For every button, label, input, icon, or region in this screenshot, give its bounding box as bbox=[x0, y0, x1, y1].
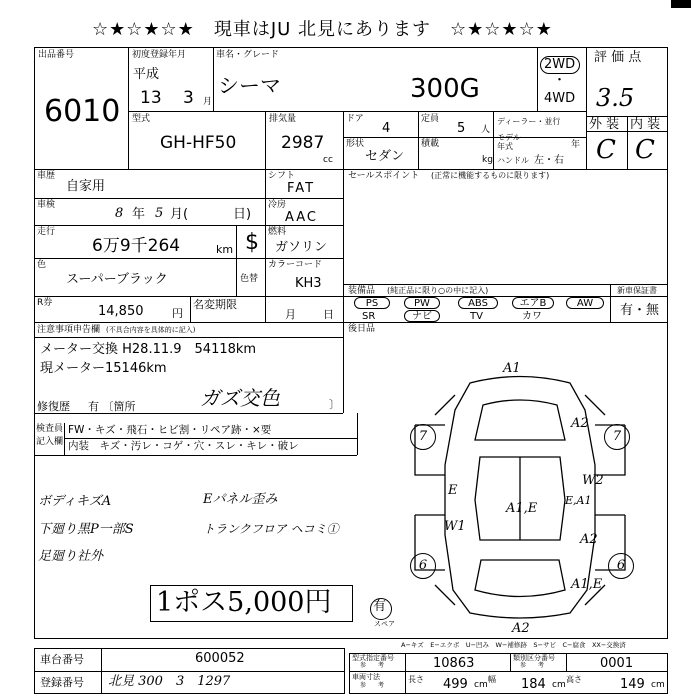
diagram-mark-3: A2 bbox=[580, 532, 598, 547]
repair-label: 修復歴 bbox=[37, 400, 70, 413]
class-value: 0001 bbox=[600, 656, 634, 671]
name-change-label: 名変期限 bbox=[193, 298, 237, 311]
notes-label: 注意事項申告欄 bbox=[37, 325, 101, 335]
first-reg-year: 13 bbox=[140, 88, 162, 108]
color-code-label: カラーコード bbox=[268, 260, 323, 270]
color-value: スーパーブラック bbox=[66, 272, 168, 287]
inspection-month: 5 bbox=[155, 206, 164, 221]
mileage-label: 走行 bbox=[37, 227, 56, 237]
diagram-mark-4: W2 bbox=[582, 473, 604, 488]
handnote-1: ボディキズA bbox=[38, 494, 112, 509]
shift-value: FAT bbox=[287, 181, 316, 196]
diagram-mark-5: E,A1 bbox=[565, 494, 592, 507]
usage-value: 自家用 bbox=[66, 179, 106, 194]
checker-label2: 記入欄 bbox=[36, 437, 64, 447]
shift-label: シフト bbox=[268, 171, 296, 181]
plate-value: 北見 300 3 1297 bbox=[108, 674, 231, 689]
displacement-label: 排気量 bbox=[269, 114, 297, 124]
checker-label1: 検査員 bbox=[36, 424, 64, 434]
diagram-mark-8: W1 bbox=[444, 519, 466, 534]
rating-value: 3.5 bbox=[596, 84, 635, 112]
chassis-value: 600052 bbox=[195, 651, 245, 666]
equip-tv: TV bbox=[470, 311, 483, 322]
width-label: 幅 bbox=[488, 675, 496, 684]
plate-label: 登録番号 bbox=[40, 676, 84, 689]
width-value: 184 bbox=[521, 677, 546, 692]
capacity-label: 定員 bbox=[421, 114, 440, 124]
load-label: 積載 bbox=[421, 139, 440, 149]
checker-row2: 内装 キズ・汚レ・コゲ・穴・スレ・キレ・破レ bbox=[68, 440, 299, 452]
diagram-mark-10: A1,E bbox=[571, 577, 603, 592]
diagram-mark-2: A2 bbox=[571, 416, 589, 431]
displacement-value: 2987 bbox=[281, 133, 325, 153]
model-year-label: モデル 年式 bbox=[497, 133, 521, 151]
repair-value: 有 〔箇所 bbox=[88, 400, 136, 413]
price-value: 1ポス5,000円 bbox=[156, 587, 332, 618]
car-grade: 300G bbox=[410, 74, 480, 104]
car-name-label: 車名・グレード bbox=[216, 50, 280, 60]
height-value: 149 bbox=[620, 677, 645, 692]
handnote-2: Eパネル歪み bbox=[203, 492, 278, 507]
aircon-label: 冷房 bbox=[268, 200, 287, 210]
diagram-mark-1: A1 bbox=[503, 361, 521, 376]
recycle-label: R券 bbox=[37, 298, 53, 308]
chassis-label: 車台番号 bbox=[40, 653, 84, 666]
color-label: 色 bbox=[37, 260, 47, 270]
inspection-label: 車検 bbox=[37, 200, 56, 210]
length-value: 499 bbox=[443, 677, 468, 692]
load-unit: kg bbox=[482, 155, 493, 165]
spare-label: スペア bbox=[374, 620, 395, 628]
class-label: 類別区分番号 bbox=[513, 654, 555, 662]
fuel-value: ガソリン bbox=[275, 240, 328, 255]
equipment-label: 装備品 bbox=[348, 286, 376, 296]
notes-line2: 現メーター15146km bbox=[40, 361, 167, 376]
width-unit: cm bbox=[552, 680, 566, 690]
color-change-label: 色替 bbox=[240, 274, 259, 284]
first-reg-month-unit: 月 bbox=[203, 97, 213, 107]
exterior-label: 外 装 bbox=[589, 117, 620, 132]
lot-label: 出品番号 bbox=[38, 50, 75, 60]
inspection-year: 8 bbox=[115, 206, 124, 221]
drive-4wd: 4WD bbox=[544, 91, 576, 106]
notes-sub: (不具合内容を具体的に記入) bbox=[106, 326, 196, 334]
equip-pw: PW bbox=[404, 297, 440, 309]
aftermarket-label: 後日品 bbox=[348, 324, 376, 334]
handnote-3: 下廻り黒P一部S bbox=[38, 522, 134, 537]
shape-label: 形状 bbox=[346, 139, 365, 149]
drive-2wd: 2WD bbox=[544, 57, 576, 72]
diagram-mark-7: A1,E bbox=[506, 501, 538, 516]
exterior-grade: C bbox=[596, 135, 616, 165]
damage-legend: A−キズ E−エクボ U−凹み W−補修跡 S−サビ C−腐食 XX−交換済 bbox=[401, 641, 626, 649]
car-diagram bbox=[395, 365, 645, 630]
model-value: GH-HF50 bbox=[160, 133, 237, 153]
sales-points-label: セールスポイント bbox=[348, 171, 420, 181]
notes-line1: メーター交換 H28.11.9 54118km bbox=[40, 342, 257, 357]
capacity-unit: 人 bbox=[481, 125, 491, 135]
inspection-year-unit: 年 bbox=[132, 207, 146, 222]
inspection-day-unit: 日) bbox=[233, 207, 252, 222]
length-label: 長さ bbox=[408, 675, 424, 684]
equipment-note: (純正品に限り○の中に記入) bbox=[387, 286, 489, 295]
shape-value: セダン bbox=[365, 149, 405, 164]
type-cert-label: 型式指定番号 bbox=[352, 654, 394, 662]
drive-dot: ・ bbox=[553, 73, 567, 88]
inspection-month-unit: 月( bbox=[170, 207, 189, 222]
corner-mark bbox=[671, 0, 691, 8]
equip-sr: SR bbox=[362, 311, 376, 322]
mileage-unit: km bbox=[216, 243, 234, 256]
warranty-value: 有・無 bbox=[620, 303, 660, 318]
car-name: シーマ bbox=[218, 74, 281, 98]
doors-value: 4 bbox=[382, 121, 391, 136]
handle-value: 左・右 bbox=[534, 155, 564, 166]
repair-handwritten: ガズ交色 bbox=[200, 386, 280, 410]
equip-airbag: エアB bbox=[512, 297, 554, 309]
doors-label: ドア bbox=[346, 114, 364, 124]
handnote-4: トランクフロア ヘコミ① bbox=[203, 522, 339, 536]
dimensions-sub: 参 考 bbox=[360, 682, 385, 689]
mileage-value: 6万9千264 bbox=[92, 236, 181, 256]
equip-aw: AW bbox=[566, 297, 604, 309]
height-label: 高さ bbox=[566, 675, 582, 684]
tire-mark-rr: 6 bbox=[608, 553, 634, 579]
type-cert-value: 10863 bbox=[433, 656, 475, 671]
dollar-mark: $ bbox=[245, 230, 259, 255]
handnote-5: 足廻り社外 bbox=[38, 549, 104, 564]
fuel-label: 燃料 bbox=[268, 227, 287, 237]
warranty-label: 新車保証書 bbox=[617, 286, 657, 295]
tire-mark-fr: 7 bbox=[604, 424, 630, 450]
diagram-mark-6: E bbox=[448, 483, 458, 498]
dimensions-label: 車両寸法 bbox=[352, 673, 380, 681]
handle-label: ハンドル bbox=[497, 156, 529, 165]
interior-label: 内 装 bbox=[630, 117, 661, 132]
name-change-day: 日 bbox=[323, 308, 334, 321]
model-label: 型式 bbox=[132, 114, 151, 124]
equip-abs: ABS bbox=[458, 297, 498, 309]
recycle-unit: 円 bbox=[172, 307, 183, 320]
tire-mark-fl: 7 bbox=[410, 424, 436, 450]
first-reg-month: 3 bbox=[183, 88, 194, 108]
class-sub: 参 考 bbox=[520, 662, 545, 669]
sales-points-note: (正常に機能するものに限ります) bbox=[431, 171, 550, 180]
repair-bracket: 〕 bbox=[329, 398, 340, 411]
length-unit: cm bbox=[474, 680, 488, 690]
header-title: ☆★☆★☆★ 現車はJU 北見にあります ☆★☆★☆★ bbox=[92, 19, 553, 40]
first-reg-era: 平成 bbox=[133, 67, 160, 82]
height-unit: cm bbox=[651, 680, 665, 690]
equip-ps: PS bbox=[354, 297, 390, 309]
tire-mark-rl: 6 bbox=[410, 553, 436, 579]
diagram-mark-9: A2 bbox=[512, 621, 530, 636]
spare-mark: 有 bbox=[373, 599, 387, 614]
interior-grade: C bbox=[635, 135, 655, 165]
checker-row1: FW・キズ・飛石・ヒビ割・リペア跡・×要 bbox=[68, 424, 272, 436]
dealer-label: ディーラー・並行 bbox=[497, 117, 561, 126]
rating-label: 評 価 点 bbox=[594, 50, 642, 65]
equip-leather: カワ bbox=[522, 311, 542, 322]
first-reg-label: 初度登録年月 bbox=[132, 50, 187, 60]
recycle-value: 14,850 bbox=[98, 304, 144, 319]
equip-navi: ナビ bbox=[404, 310, 440, 322]
capacity-value: 5 bbox=[457, 121, 466, 136]
usage-label: 車歴 bbox=[37, 171, 56, 181]
displacement-unit: cc bbox=[323, 155, 333, 165]
name-change-month: 月 bbox=[285, 308, 296, 321]
lot-number: 6010 bbox=[44, 94, 121, 129]
color-code: KH3 bbox=[295, 276, 322, 291]
aircon-value: AAC bbox=[285, 210, 318, 225]
type-cert-sub: 参 考 bbox=[360, 662, 385, 669]
model-year-unit: 年 bbox=[571, 140, 581, 150]
